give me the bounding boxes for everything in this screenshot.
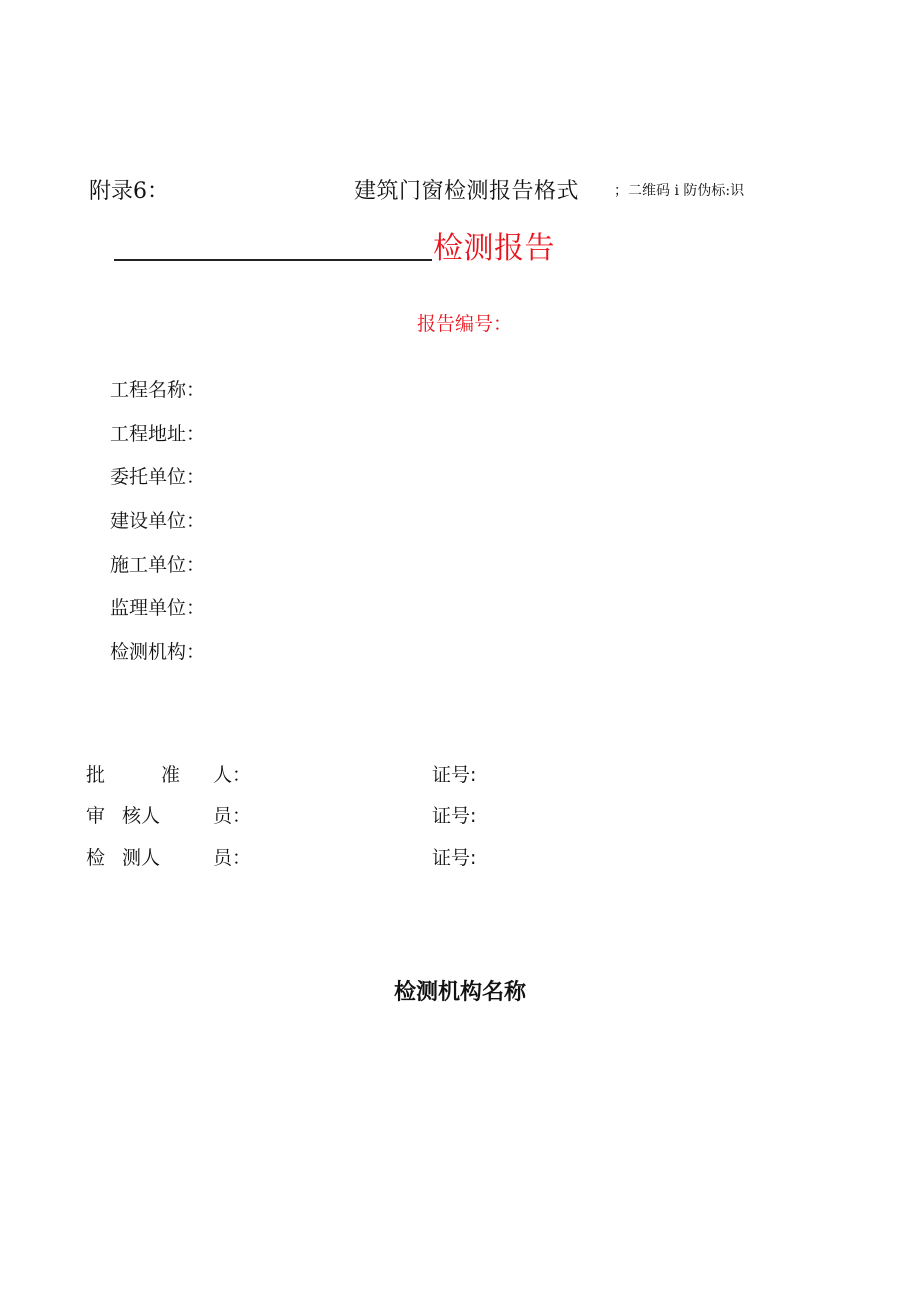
reviewer-label-part: 核人 (122, 805, 161, 827)
project-info-list (110, 377, 205, 683)
project-address-label: 工程地址： (110, 422, 206, 445)
reviewer-cert-label: 证号: (432, 805, 477, 827)
tester-cert-label: 证号: (432, 847, 477, 869)
tester-label-part: 员： (213, 847, 252, 869)
testing-organization-name: 检测机构名称 (394, 979, 527, 1005)
contractor-unit-label: 施工单位： (110, 553, 206, 576)
client-unit-label: 委托单位： (110, 466, 206, 489)
construction-owner-label: 建设单位： (110, 510, 206, 533)
testing-agency-label: 检测机构： (110, 641, 206, 664)
report-title-blank-line (114, 259, 432, 261)
approver-label-part: 人： (213, 764, 252, 786)
approver-cert-label: 证号: (432, 764, 477, 786)
reviewer-row (86, 801, 566, 827)
supervision-unit-label: 监理单位： (110, 597, 206, 620)
appendix-label: 附录6： (89, 179, 169, 204)
reviewer-label-part: 审 (86, 805, 106, 827)
tester-label-part: 检 (86, 847, 106, 869)
approver-label-part: 准 (161, 764, 181, 786)
document-title: 建筑门窗检测报告格式 (354, 179, 580, 204)
approver-row (86, 760, 566, 786)
tester-row (86, 843, 566, 869)
qr-anticounterfeit-note: ；二维码 i 防伪标:识 (614, 183, 745, 199)
report-title: 检测报告 (433, 231, 555, 266)
project-name-label: 工程名称： (110, 379, 206, 401)
approver-label-part: 批 (86, 764, 106, 786)
reviewer-label-part: 员： (213, 805, 252, 827)
tester-label-part: 测人 (122, 847, 161, 869)
report-number-label: 报告编号： (417, 313, 513, 335)
